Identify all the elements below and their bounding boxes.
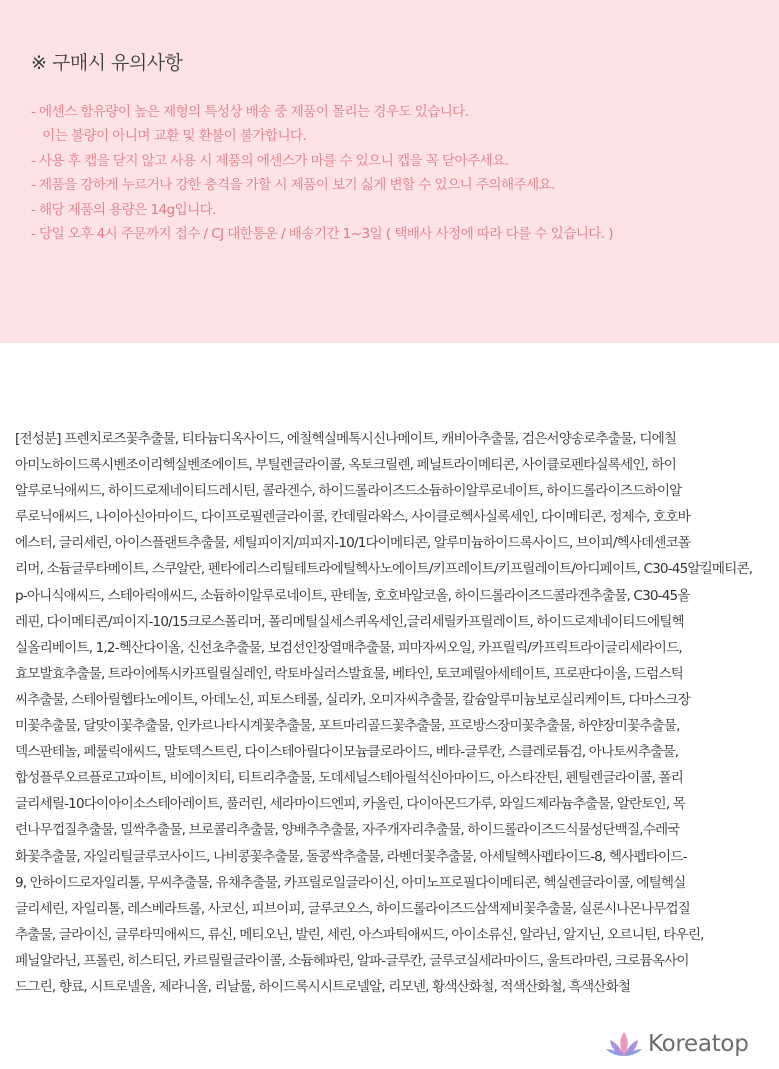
ingredients-line: 루로닉애씨드, 나이아신아마이드, 다이프로필렌글라이콜, 칸데릴라왁스, 사이클로헥사실록세인, 다이메티콘, 정제수, 호호바 <box>15 509 690 526</box>
ingredients-line: 씨추출물, 스테아릴헵타노에이트, 아데노신, 피토스테롤, 실리카, 오미자씨추출물, 칼슘알루미늄보로실리케이트, 다마스크장 <box>15 691 690 708</box>
ingredients-line: 9, 안하이드로자일리톨, 무씨추출물, 유채추출물, 카프릴로일글라이신, 아미노프로필다이메티콘, 헥실렌글라이콜, 에틸헥실 <box>15 874 686 891</box>
ingredients-line: p-아니식애씨드, 스테아릭애씨드, 소듐하이알루로네이트, 판테놀, 호호바알코올, 하이드롤라이즈드콜라겐추출물, C30-45올 <box>15 587 690 604</box>
notice-title: ※ 구매시 유의사항 <box>31 52 183 74</box>
notice-item: - 해당 제품의 용량은 14g입니다. <box>31 201 216 218</box>
purchase-notice-box <box>0 0 779 343</box>
ingredients-line: 효모발효추출물, 트라이에톡시카프릴릴실레인, 락토바실러스발효물, 베타인, 토코페릴아세테이트, 프로판다이올, 드럼스틱 <box>15 665 684 682</box>
ingredients-line: 글리세릴-10다이아이소스테아레이트, 풀러린, 세라마이드엔피, 카올린, 다이아몬드가루, 와일드제라늄추출물, 알란토인, 목 <box>15 796 686 813</box>
notice-item: - 사용 후 캡을 닫지 않고 사용 시 제품의 에센스가 마를 수 있으니 캡을 꼭 닫아주세요. <box>31 152 509 169</box>
ingredients-line: 레핀, 다이메티콘/피이지-10/15크로스폴리머, 폴리메틸실세스퀴옥세인,글리세릴카프릴레이트, 하이드로제네이티드에틸헥 <box>15 613 684 630</box>
ingredients-line: 리머, 소듐글루타메이트, 스쿠알란, 펜타에리스리틸테트라에틸헥사노에이트/키프레이트/키프릴레이트/아디페이트, C30-45알킬메티콘, <box>15 561 753 578</box>
ingredients-line: 페닐알라닌, 프롤린, 히스티딘, 카르릴릴글라이콜, 소듐헤파린, 알파-글루칸, 글루코실세라마이드, 울트라마린, 크로뮴옥사이 <box>15 952 689 969</box>
notice-item: - 당일 오후 4시 주문까지 접수 / CJ 대한통운 / 배송기간 1~3일 ( 택배사 사정에 따라 다를 수 있습니다. ) <box>31 226 613 243</box>
ingredients-line: 합성플루오르플로고파이트, 비에이치티, 티트리추출물, 도데세닐스테아릴석신아마이드, 아스타잔틴, 펜틸렌글라이콜, 폴리 <box>15 770 684 787</box>
ingredients-line: 추출물, 글라이신, 글루타믹애씨드, 류신, 메티오닌, 발린, 세린, 아스파틱애씨드, 아이소류신, 알라닌, 알지닌, 오르니틴, 타우린, <box>15 926 704 943</box>
ingredients-list <box>15 426 767 1000</box>
notice-item: - 에센스 함유량이 높은 제형의 특성상 배송 중 제품이 몰리는 경우도 있습니다. <box>31 104 469 120</box>
brand-name: Koreatop <box>648 1031 749 1057</box>
lotus-icon <box>606 1030 642 1058</box>
ingredients-line: 미꽃추출물, 달맞이꽃추출물, 인카르나타시계꽃추출물, 포트마리골드꽃추출물, 프로방스장미꽃추출물, 하얀장미꽃추출물, <box>15 718 680 735</box>
ingredients-line: 화꽃추출물, 자일리틸글루코사이드, 나비콩꽃추출물, 돌콩싹추출물, 라벤더꽃추출물, 아세틸헥사펩타이드-8, 헥사펩타이드- <box>15 848 687 865</box>
notice-list <box>31 100 771 246</box>
ingredients-line: 알루로닉애씨드, 하이드로제네이티드레시틴, 콜라겐수, 하이드롤라이즈드소듐하이알루로네이트, 하이드롤라이즈드하이알 <box>15 483 682 500</box>
ingredients-line: 덱스판테놀, 페룰릭애씨드, 말토덱스트린, 다이스테아릴다이모늄클로라이드, 베타-글루칸, 스클레로튬검, 아나토씨추출물, <box>15 744 679 761</box>
notice-item: - 제품을 강하게 누르거나 강한 충격을 가할 시 제품이 보기 싫게 변할 수 있으니 주의해주세요. <box>31 177 555 194</box>
ingredients-line: 드그린, 향료, 시트로넬올, 제라니올, 리날룰, 하이드록시시트로넬알, 리모넨, 황색산화철, 적색산화철, 흑색산화철 <box>15 978 631 995</box>
ingredients-line: 실올리베이트, 1,2-헥산다이올, 신선초추출물, 보검선인장열매추출물, 피마자씨오일, 카프릴릭/카프릭트라이글리세라이드, <box>15 639 682 656</box>
brand-logo <box>606 1028 749 1060</box>
ingredients-line: [전성분] 프렌치로즈꽃추출물, 티타늄디옥사이드, 에칠헥실메톡시신나메이트, 캐비아추출물, 검은서양송로추출물, 디에칠 <box>15 431 677 447</box>
ingredients-line: 아미노하이드록시벤조이리헥실벤조에이트, 부틸렌글라이콜, 옥토크릴렌, 페닐트라이메티콘, 사이클로펜타실록세인, 하이 <box>15 457 677 474</box>
ingredients-line: 글리세린, 자일리톨, 레스베라트롤, 사코신, 피브이피, 글루코오스, 하이드롤라이즈드삼색제비꽃추출물, 실론시나몬나무껍질 <box>15 900 690 917</box>
ingredients-line: 에스터, 글리세린, 아이스플랜트추출물, 세틸피이지/피피지-10/1다이메티콘, 알루미늄하이드록사이드, 브이피/헥사데센코폴 <box>15 535 691 552</box>
notice-item: 이는 불량이 아니며 교환 및 환불이 불가합니다. <box>31 128 307 145</box>
ingredients-line: 련나무껍질추출물, 밀싹추출물, 브로콜리추출물, 양배추추출물, 자주개자리추출물, 하이드롤라이즈드식물성단백질,수레국 <box>15 822 680 839</box>
